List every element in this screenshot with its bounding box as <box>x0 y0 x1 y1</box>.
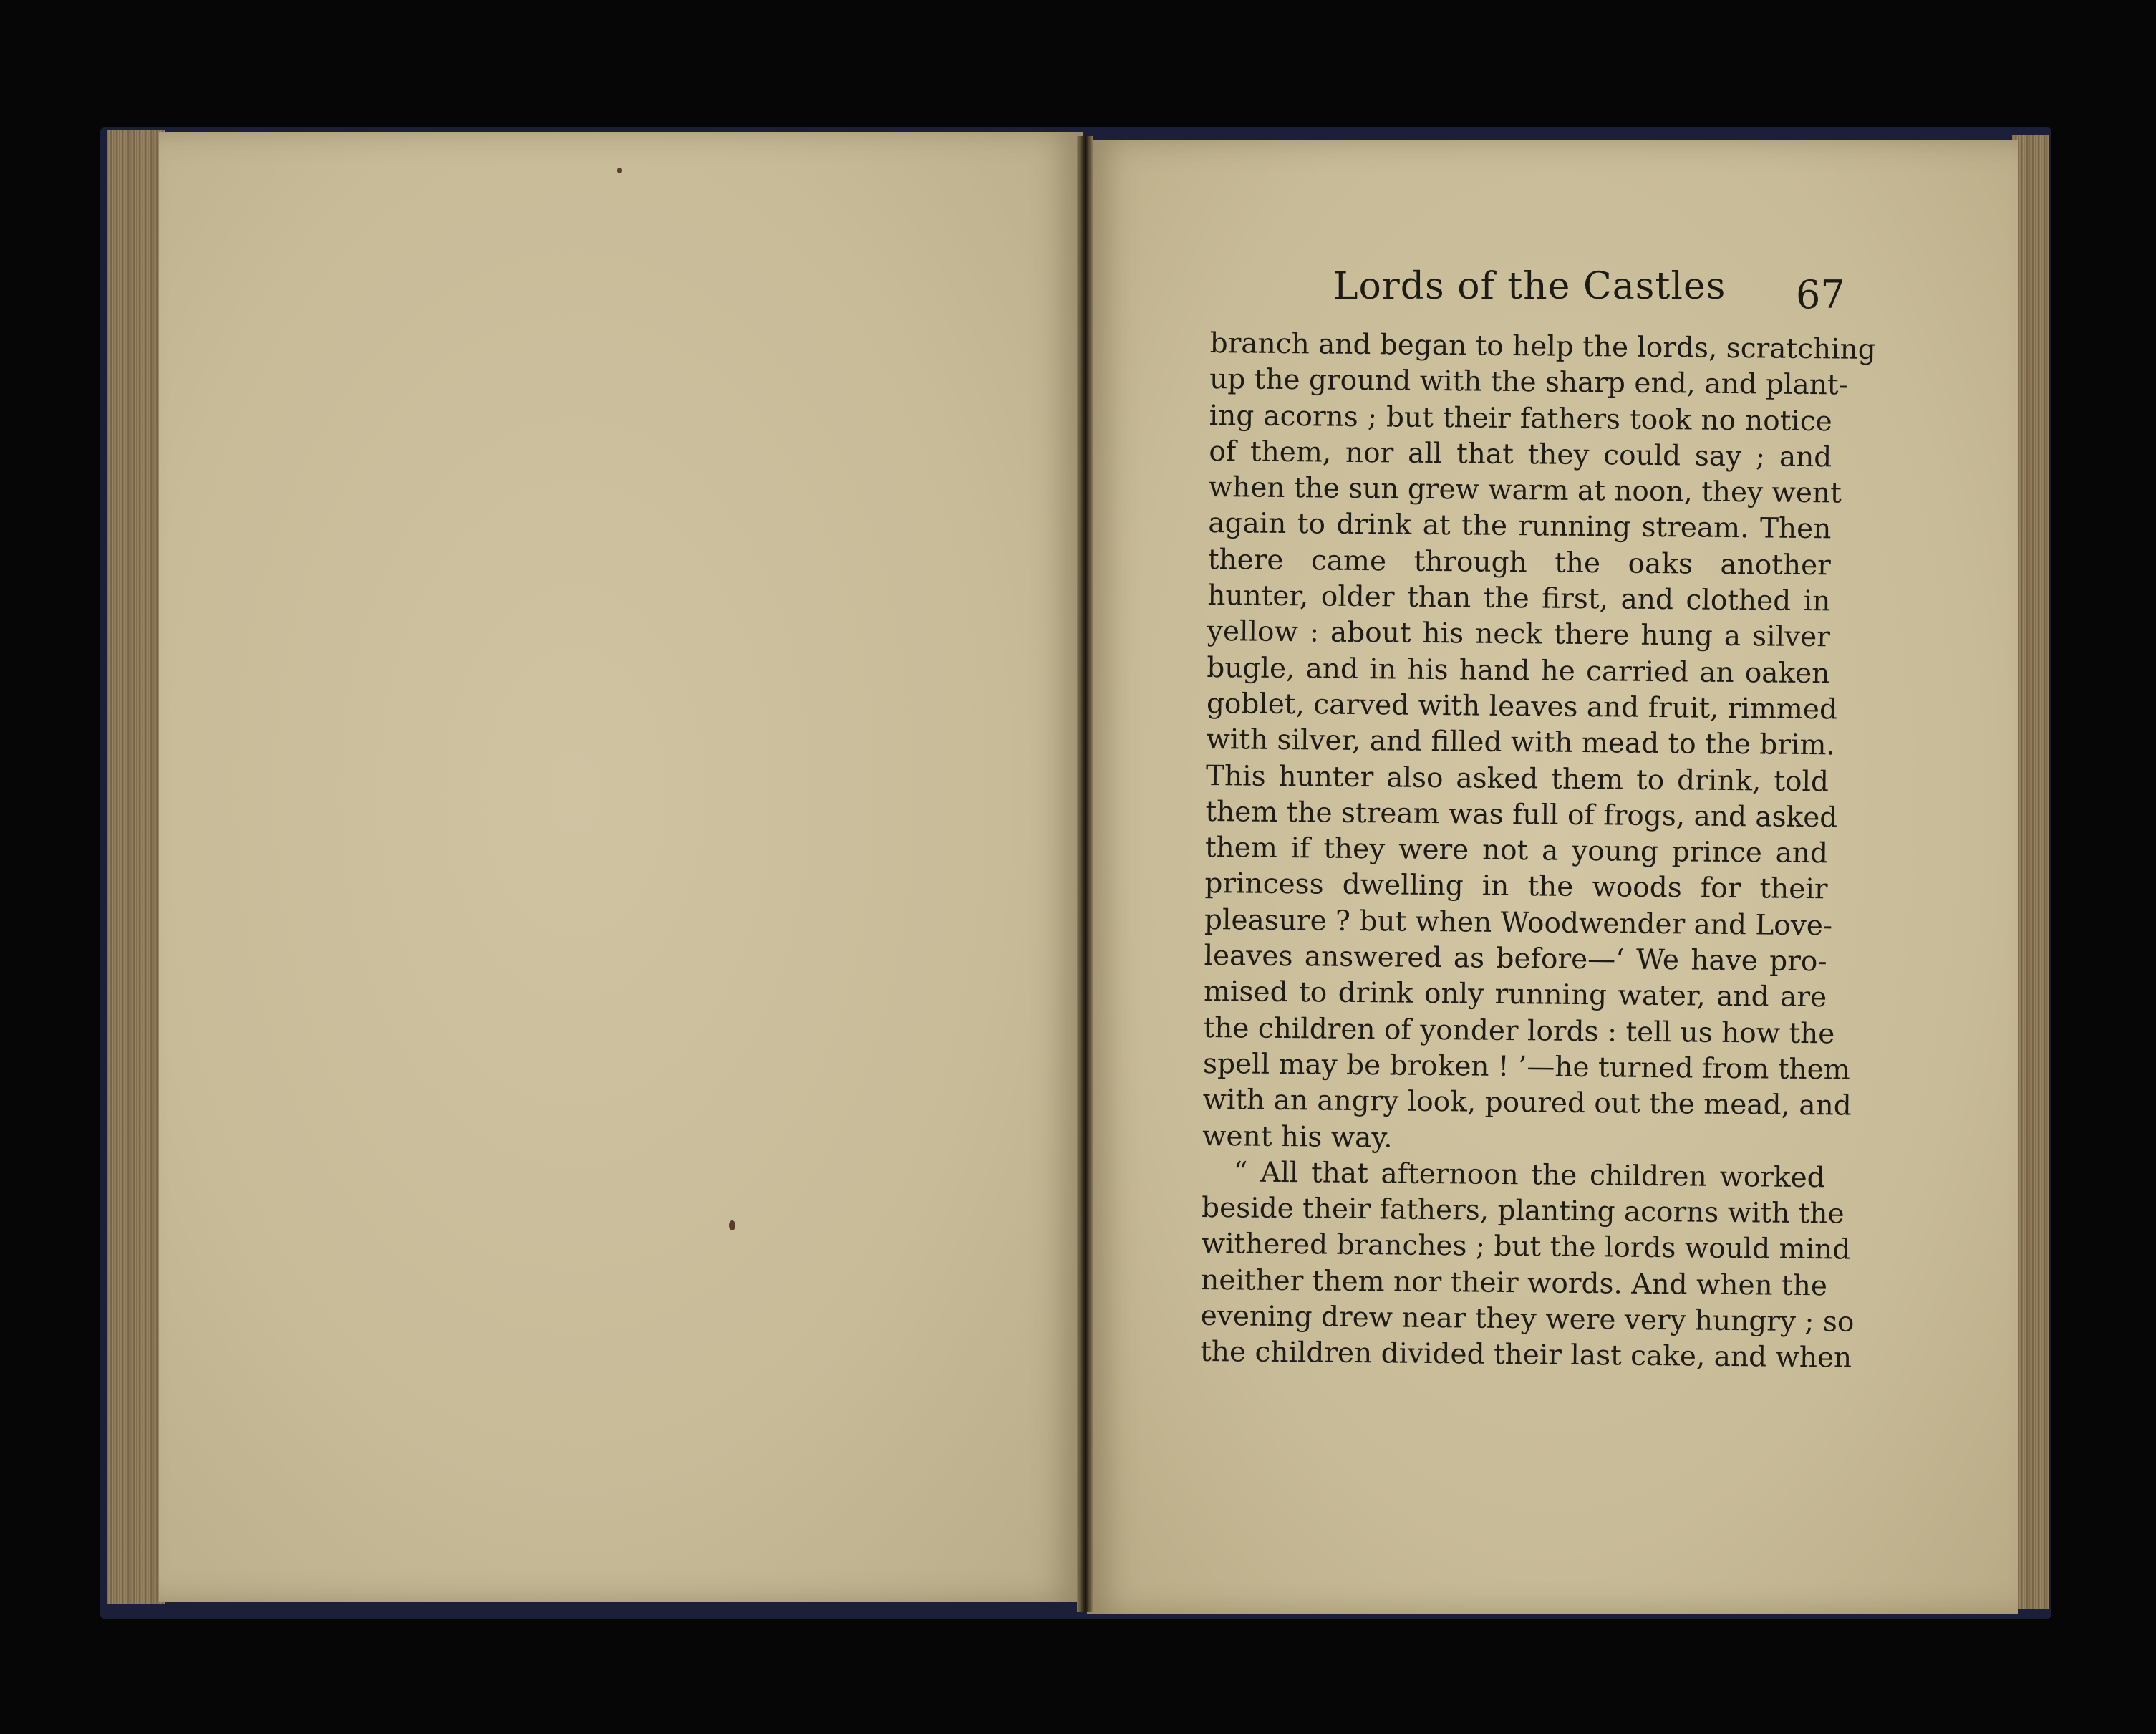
left-page-edges <box>107 130 165 1604</box>
book-gutter <box>1077 136 1093 1612</box>
text-line: hunter, older than the first, and clothed in <box>1207 579 1831 618</box>
text-line: branch and began to help the lords, scratching <box>1209 327 1876 366</box>
text-line: pleasure ? but when Woodwender and Love- <box>1204 903 1833 943</box>
text-line: bugle, and in his hand he carried an oaken <box>1207 651 1830 690</box>
text-line: This hunter also asked them to drink, told <box>1205 759 1829 798</box>
text-line: mised to drink only running water, and are <box>1203 976 1827 1014</box>
text-line: when the sun grew warm at noon, they went <box>1208 471 1842 510</box>
text-line: “ All that afternoon the children worked <box>1233 1156 1825 1195</box>
text-line: spell may be broken ! ’—he turned from them <box>1202 1047 1850 1087</box>
text-line: with an angry look, poured out the mead, and <box>1202 1084 1852 1122</box>
body-text <box>1200 326 1876 1377</box>
left-page-blank <box>159 132 1083 1602</box>
text-line: went his way. <box>1202 1119 1393 1155</box>
text-line: neither them nor their words. And when the <box>1200 1263 1828 1303</box>
text-line: princess dwelling in the woods for their <box>1204 867 1828 906</box>
text-line: of them, nor all that they could say ; and <box>1209 435 1832 474</box>
text-line: evening drew near they were very hungry ; so <box>1200 1299 1855 1339</box>
text-line: with silver, and filled with mead to the brim. <box>1206 723 1836 762</box>
text-line: the children divided their last cake, and when <box>1200 1336 1852 1374</box>
text-line: there came through the oaks another <box>1207 543 1832 582</box>
text-line: yellow : about his neck there hung a silver <box>1207 615 1831 654</box>
text-line: goblet, carved with leaves and fruit, rimmed <box>1206 687 1838 726</box>
text-line: beside their fathers, planting acorns with the <box>1201 1192 1845 1230</box>
page-number: 67 <box>1796 272 1845 317</box>
running-head: Lords of the Castles <box>1333 265 1726 308</box>
text-line: them the stream was full of frogs, and asked <box>1205 795 1838 834</box>
text-line: ing acorns ; but their fathers took no notice <box>1209 399 1832 438</box>
paper-speck <box>729 1220 735 1230</box>
paper-speck <box>617 168 622 173</box>
text-line: leaves answered as before—‘ We have pro- <box>1204 940 1827 978</box>
text-line: them if they were not a young prince and <box>1204 832 1829 870</box>
text-line: the children of yonder lords : tell us how the <box>1203 1011 1835 1051</box>
text-line: up the ground with the sharp end, and plant- <box>1209 363 1848 402</box>
text-line: withered branches ; but the lords would mind <box>1201 1228 1851 1267</box>
text-line: again to drink at the running stream. Then <box>1208 507 1832 546</box>
